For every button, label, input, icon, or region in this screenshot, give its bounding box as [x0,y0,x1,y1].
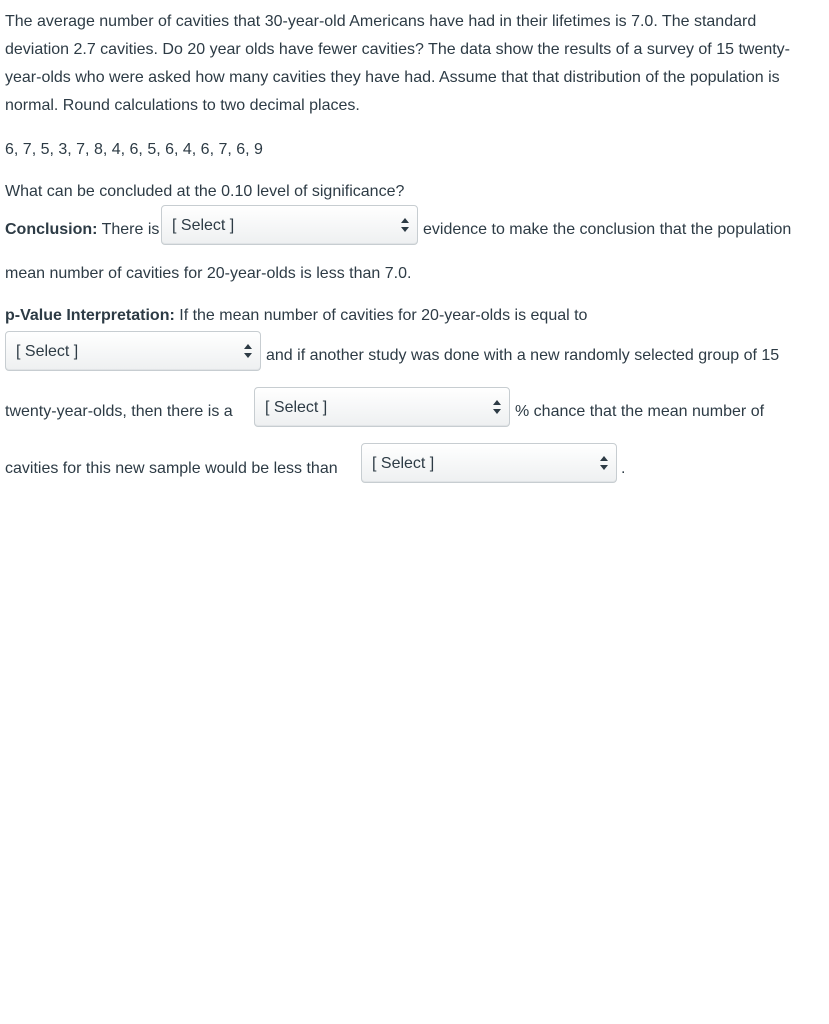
conclusion-label: Conclusion: [5,221,98,238]
conclusion-line [5,216,159,244]
significance-question: What can be concluded at the 0.10 level of significance? [5,183,405,200]
select-arrows-icon [600,456,608,470]
pvalue-sample-mean-select[interactable] [361,443,617,483]
pvalue-after-select2-text: % chance that the mean number of [515,403,765,420]
pvalue-percent-select-value: [ Select ] [265,399,328,416]
pvalue-before-select2-text: twenty-year-olds, then there is a [5,403,233,420]
conclusion-line-2: mean number of cavities for 20-year-olds is less than 7.0. [5,265,412,282]
pvalue-before-select3-text: cavities for this new sample would be less than [5,460,338,477]
sentence-end-period: . [621,460,626,477]
conclusion-before-text: There is [101,221,160,238]
conclusion-after-text: evidence to make the conclusion that the population [423,221,792,238]
pvalue-mean-select[interactable] [5,331,261,371]
select-arrows-icon [493,400,501,414]
pvalue-intro-text: If the mean number of cavities for 20-year-olds is equal to [179,307,588,324]
pvalue-label: p-Value Interpretation: [5,307,175,324]
pvalue-sample-mean-select-value: [ Select ] [372,455,435,472]
pvalue-percent-select[interactable] [254,387,510,427]
pvalue-line-1 [5,302,587,330]
data-values: 6, 7, 5, 3, 7, 8, 4, 6, 5, 6, 4, 6, 7, 6, 9 [5,141,263,158]
pvalue-after-select1-text: and if another study was done with a new randomly selected group of 15 [266,347,780,364]
pvalue-mean-select-value: [ Select ] [16,343,79,360]
select-arrows-icon [401,218,409,232]
conclusion-select[interactable] [161,205,418,245]
problem-statement: The average number of cavities that 30-year-old Americans have had in their lifetimes is 7.0. The standard deviation 2.7 cavities. Do 20 year olds have fewer cavities? The data show the results of a survey of 15 twenty-year-olds who were asked how many cavities they have had. Assume that that distribution of the population is normal. Round calculations to two decimal places. [5,13,791,114]
conclusion-select-value: [ Select ] [172,217,235,234]
select-arrows-icon [244,344,252,358]
